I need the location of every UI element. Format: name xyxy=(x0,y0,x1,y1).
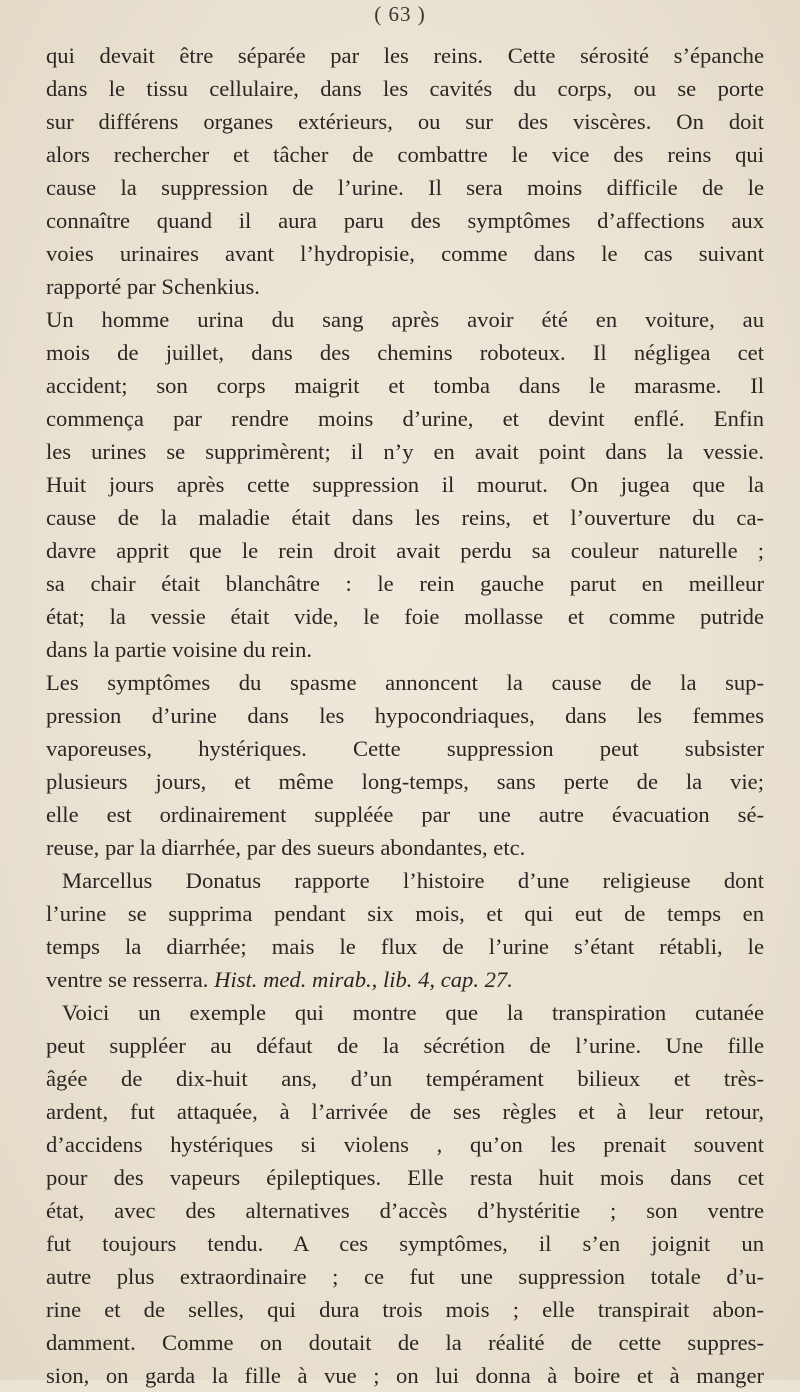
text-line: accident; son corps maigrit et tomba dans le marasme. Il xyxy=(46,373,764,398)
page-number: ( 63 ) xyxy=(374,2,426,26)
text-line: connaître quand il aura paru des symptômes d’affections aux xyxy=(46,208,764,233)
text-line: cause de la maladie était dans les reins, et l’ouverture du ca- xyxy=(46,505,764,530)
text-line: dans le tissu cellulaire, dans les cavités du corps, ou se porte xyxy=(46,76,764,101)
text-line: Marcellus Donatus rapporte l’histoire d’une religieuse dont xyxy=(62,868,764,893)
text-line: état, avec des alternatives d’accès d’hystéritie ; son ventre xyxy=(46,1198,764,1223)
text-line: d’accidens hystériques si violens , qu’on les prenait souvent xyxy=(46,1132,764,1157)
text-line: rapporté par Schenkius. xyxy=(46,274,260,299)
text-line: elle est ordinairement suppléée par une autre évacuation sé- xyxy=(46,802,764,827)
text-line: plusieurs jours, et même long-temps, sans perte de la vie; xyxy=(46,769,764,794)
text-line: dans la partie voisine du rein. xyxy=(46,637,313,662)
text-line: mois de juillet, dans des chemins roboteux. Il négligea cet xyxy=(46,340,764,365)
text-line: Voici un exemple qui montre que la transpiration cutanée xyxy=(62,1000,764,1025)
text-line: fut toujours tendu. A ces symptômes, il s’en joignit un xyxy=(46,1231,764,1256)
text-line: reuse, par la diarrhée, par des sueurs abondantes, etc. xyxy=(46,835,526,860)
text-line: davre apprit que le rein droit avait perdu sa couleur naturelle ; xyxy=(46,538,764,563)
text-line: vaporeuses, hystériques. Cette suppression peut subsister xyxy=(46,736,764,761)
text-line: l’urine se supprima pendant six mois, et qui eut de temps en xyxy=(46,901,764,926)
text-line: Un homme urina du sang après avoir été en voiture, au xyxy=(46,307,764,332)
text-line: commença par rendre moins d’urine, et devint enflé. Enfin xyxy=(46,406,764,431)
text-line: qui devait être séparée par les reins. Cette sérosité s’épanche xyxy=(46,43,764,68)
text-line: les urines se supprimèrent; il n’y en avait point dans la vessie. xyxy=(46,439,764,464)
text-line: état; la vessie était vide, le foie mollasse et comme putride xyxy=(46,604,764,629)
text-line-with-citation xyxy=(46,963,764,996)
text-line: cause la suppression de l’urine. Il sera moins difficile de le xyxy=(46,175,764,200)
text-line: autre plus extraordinaire ; ce fut une suppression totale d’u- xyxy=(46,1264,764,1289)
text-line: damment. Comme on doutait de la réalité de cette suppres- xyxy=(46,1330,764,1355)
text-line: Les symptômes du spasme annoncent la cause de la sup- xyxy=(46,670,764,695)
text-line: ardent, fut attaquée, à l’arrivée de ses règles et à leur retour, xyxy=(46,1099,764,1124)
body-text xyxy=(46,39,764,1392)
text-line: âgée de dix-huit ans, d’un tempérament bilieux et très- xyxy=(46,1066,764,1091)
citation: Hist. med. mirab., lib. 4, cap. 27. xyxy=(214,967,513,992)
text-fragment: ventre se resserra. xyxy=(46,967,209,992)
text-line: peut suppléer au défaut de la sécrétion de l’urine. Une fille xyxy=(46,1033,764,1058)
text-line: pour des vapeurs épileptiques. Elle resta huit mois dans cet xyxy=(46,1165,764,1190)
text-line: Huit jours après cette suppression il mourut. On jugea que la xyxy=(46,472,764,497)
text-line: temps la diarrhée; mais le flux de l’urine s’étant rétabli, le xyxy=(46,934,764,959)
text-line: sion, on garda la fille à vue ; on lui donna à boire et à manger xyxy=(46,1363,764,1388)
text-line: alors rechercher et tâcher de combattre le vice des reins qui xyxy=(46,142,764,167)
text-line: sur différens organes extérieurs, ou sur des viscères. On doit xyxy=(46,109,764,134)
text-line: voies urinaires avant l’hydropisie, comme dans le cas suivant xyxy=(46,241,764,266)
text-line: rine et de selles, qui dura trois mois ; elle transpirait abon- xyxy=(46,1297,764,1322)
text-line: pression d’urine dans les hypocondriaques, dans les femmes xyxy=(46,703,764,728)
text-line: sa chair était blanchâtre : le rein gauche parut en meilleur xyxy=(46,571,764,596)
